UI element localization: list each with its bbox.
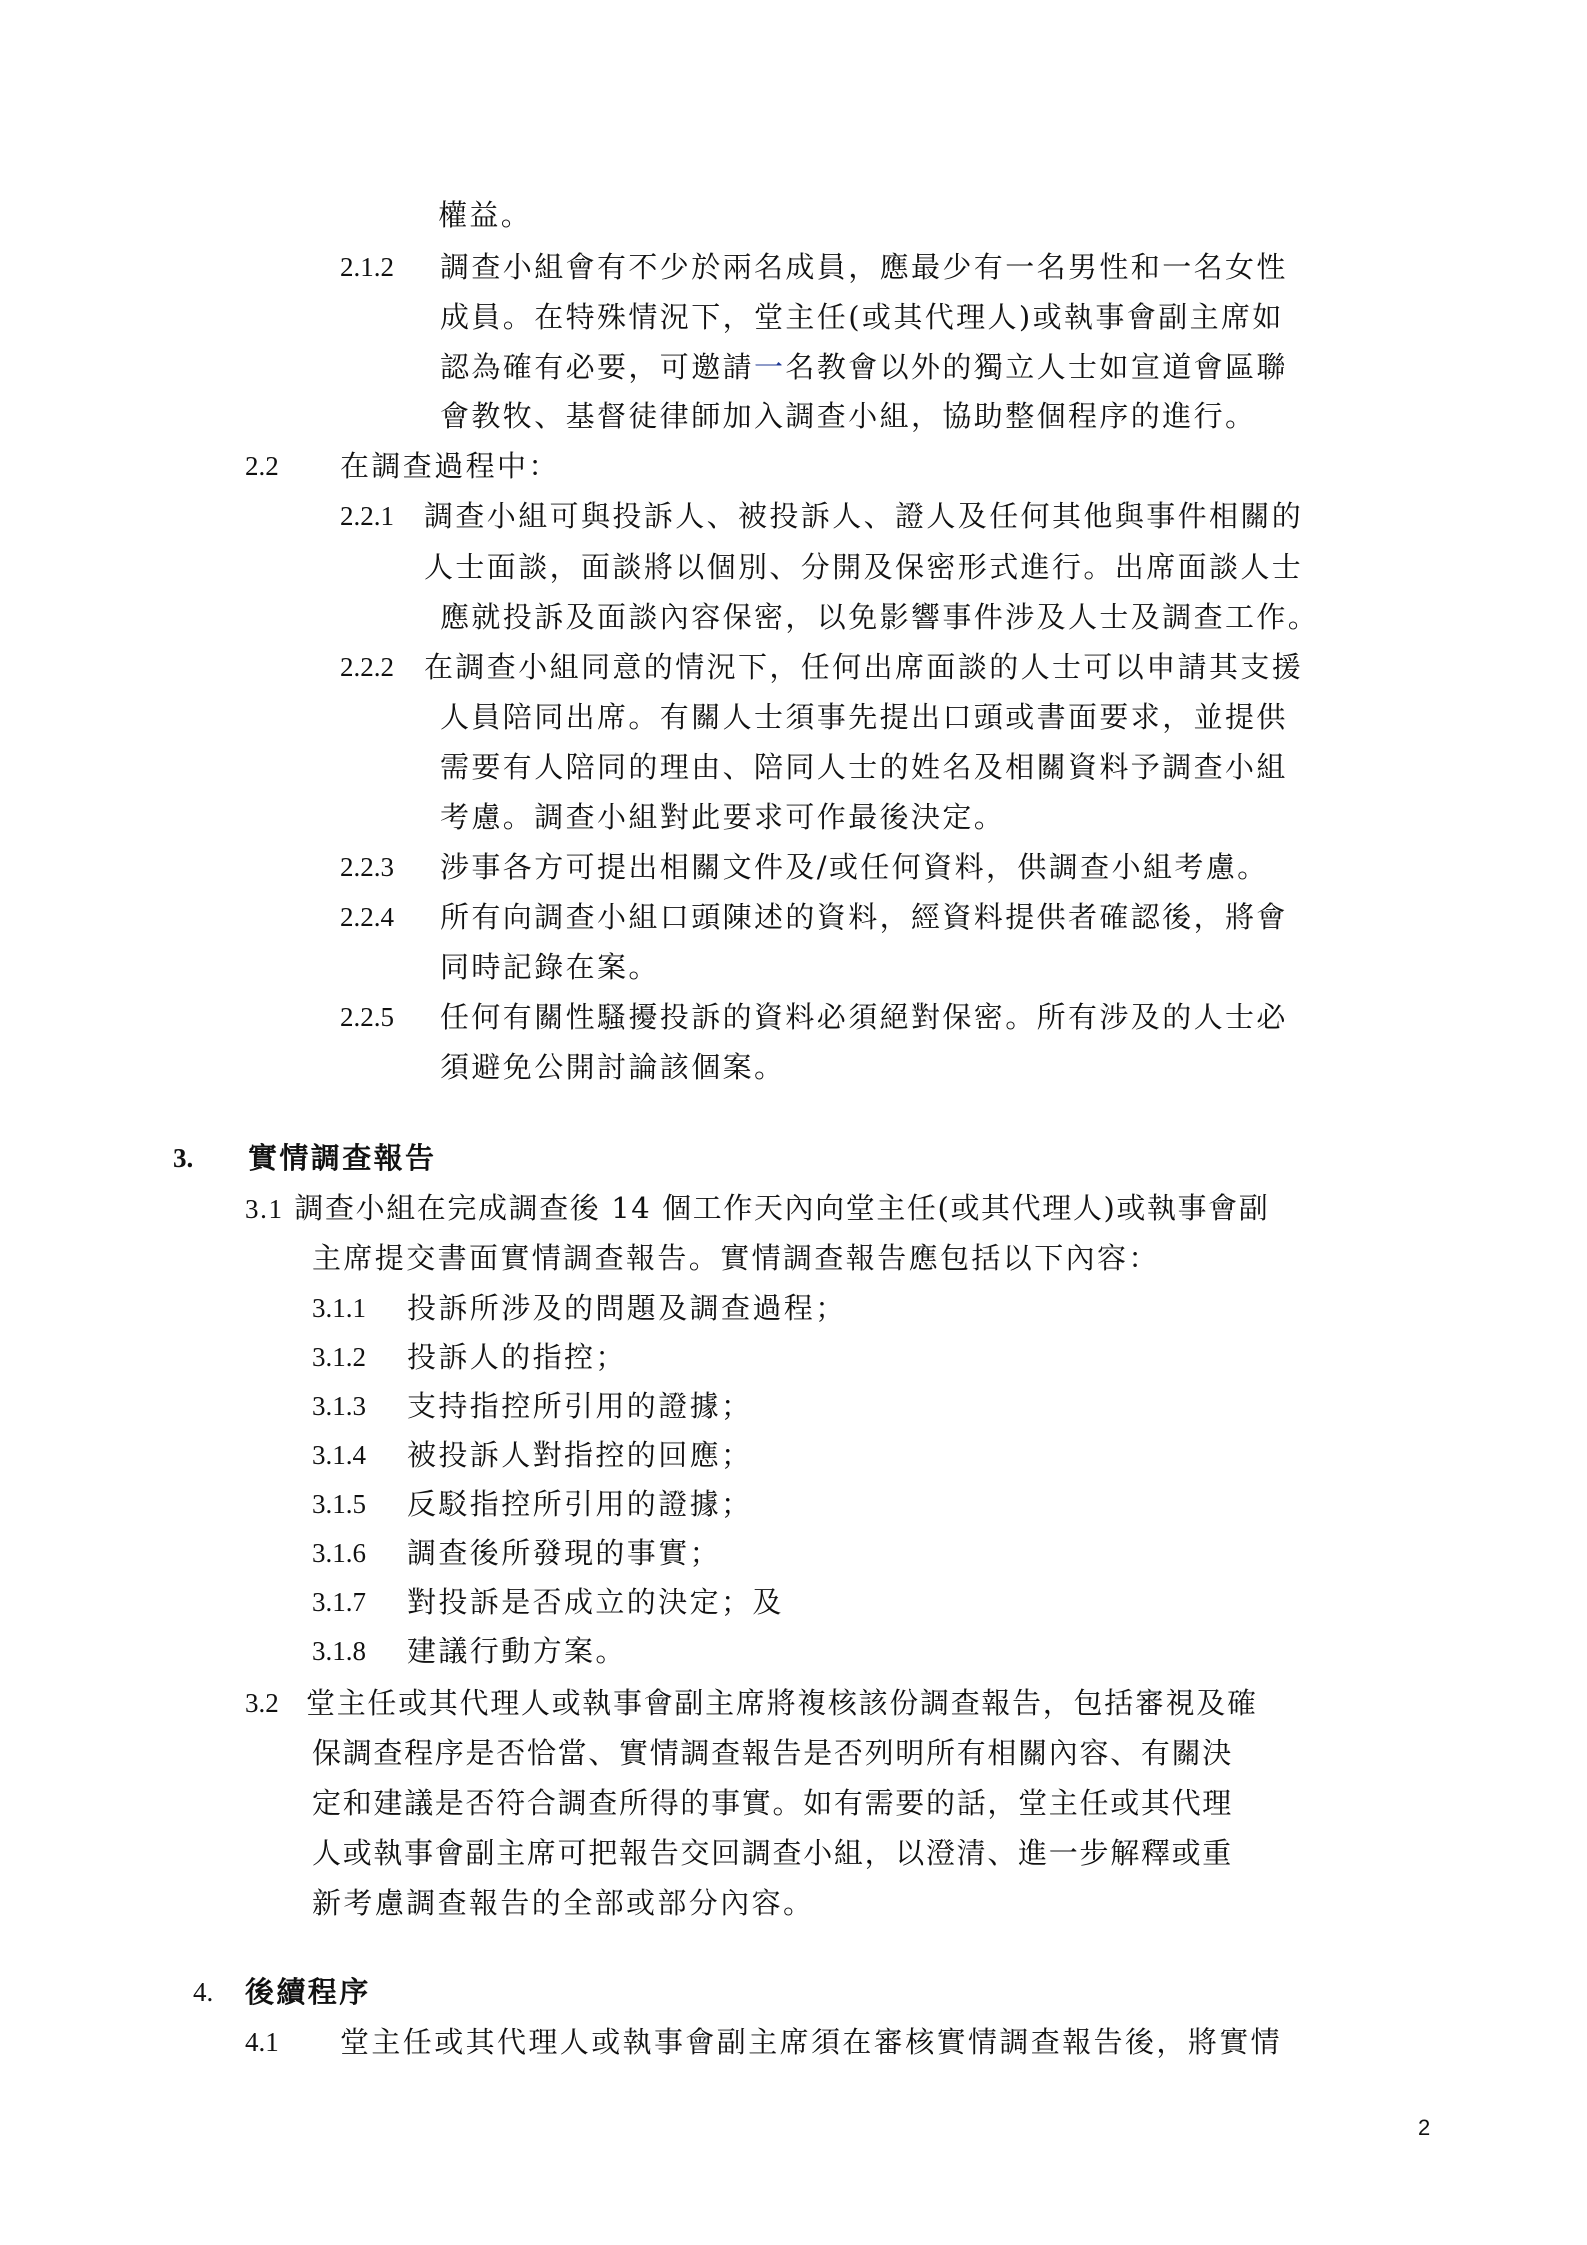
text-line: 所有向調查小組口頭陳述的資料，經資料提供者確認後，將會 (440, 900, 1288, 934)
text-line: 任何有關性騷擾投訴的資料必須絕對保密。所有涉及的人士必 (440, 1000, 1288, 1034)
text-line: 考慮。調查小組對此要求可作最後決定。 (440, 800, 1006, 834)
clause-number: 3.1.3 (312, 1391, 366, 1421)
text-line: 調查小組可與投訴人、被投訴人、證人及任何其他與事件相關的 (424, 499, 1304, 533)
section-number: 4. (193, 1977, 214, 2007)
text-line: 保調查程序是否恰當、實情調查報告是否列明所有相關內容、有關決 (312, 1736, 1234, 1770)
section-number: 3. (173, 1143, 194, 1173)
text-line: 堂主任或其代理人或執事會副主席須在審核實情調查報告後，將實情 (340, 2025, 1283, 2059)
clause-number: 2.2.4 (340, 902, 394, 932)
clause-number: 2.2.5 (340, 1002, 394, 1032)
clause-number: 3.1.1 (312, 1293, 366, 1323)
text-line: 投訴人的指控； (407, 1340, 627, 1374)
page-number: 2 (1418, 2115, 1431, 2140)
text-line: 涉事各方可提出相關文件及/或任何資料，供調查小組考慮。 (440, 850, 1269, 884)
clause-number: 2.2 (245, 451, 279, 481)
text-line: 在調查過程中： (340, 449, 560, 483)
clause-number: 3.1.8 (312, 1636, 366, 1666)
text-line: 支持指控所引用的證據； (407, 1389, 753, 1423)
clause-number: 3.1.6 (312, 1538, 366, 1568)
text-line: 需要有人陪同的理由、陪同人士的姓名及相關資料予調查小組 (440, 750, 1288, 784)
text-line: 人員陪同出席。有關人士須事先提出口頭或書面要求，並提供 (440, 700, 1288, 734)
clause-number: 3.1.5 (312, 1489, 366, 1519)
text-line: 對投訴是否成立的決定；及 (407, 1585, 784, 1619)
text-line: 投訴所涉及的問題及調查過程； (407, 1291, 847, 1325)
text-line: 成員。在特殊情況下，堂主任(或其代理人)或執事會副主席如 (440, 300, 1284, 334)
section-heading: 後續程序 (245, 1975, 371, 2009)
text-line: 反駁指控所引用的證據； (407, 1487, 753, 1521)
text-line: 會教牧、基督徒律師加入調查小組，協助整個程序的進行。 (440, 399, 1257, 433)
text-line: 主席提交書面實情調查報告。實情調查報告應包括以下內容： (312, 1241, 1160, 1275)
text-line: 須避免公開討論該個案。 (440, 1050, 786, 1084)
text-line (440, 347, 1288, 387)
text-line: 被投訴人對指控的回應； (407, 1438, 753, 1472)
clause-number: 2.2.3 (340, 852, 394, 882)
clause-number: 2.2.1 (340, 501, 394, 531)
clause-number: 3.1.2 (312, 1342, 366, 1372)
text-line: 調查後所發現的事實； (407, 1536, 722, 1570)
text-line (245, 1188, 1269, 1229)
clause-number: 4.1 (245, 2027, 279, 2057)
text-line: 人士面談，面談將以個別、分開及保密形式進行。出席面談人士 (424, 550, 1304, 584)
text-segment: 認為確有必要，可邀請 (440, 350, 755, 384)
clause-number: 2.1.2 (340, 252, 394, 282)
text-line: 建議行動方案。 (407, 1634, 627, 1668)
clause-number: 2.2.2 (340, 652, 394, 682)
text-segment: 調查小組在完成調查後 14 個工作天內向堂主任(或其代理人)或執事會副 (294, 1191, 1270, 1225)
text-line: 堂主任或其代理人或執事會副主席將複核該份調查報告，包括審視及確 (306, 1686, 1258, 1720)
clause-number: 3.2 (245, 1688, 279, 1718)
text-line: 在調查小組同意的情況下，任何出席面談的人士可以申請其支援 (424, 650, 1304, 684)
highlighted-character: 一 (754, 350, 786, 384)
text-line: 人或執事會副主席可把報告交回調查小組，以澄清、進一步解釋或重 (312, 1836, 1234, 1870)
text-line: 權益。 (438, 198, 533, 232)
text-line: 定和建議是否符合調查所得的事實。如有需要的話，堂主任或其代理 (312, 1786, 1234, 1820)
text-segment: 名教會以外的獨立人士如宣道會區聯 (785, 350, 1288, 384)
clause-number: 3.1.7 (312, 1587, 366, 1617)
clause-number: 3.1.4 (312, 1440, 366, 1470)
text-line: 同時記錄在案。 (440, 950, 660, 984)
text-line: 應就投訴及面談內容保密，以免影響事件涉及人士及調查工作。 (440, 600, 1320, 634)
text-line: 調查小組會有不少於兩名成員，應最少有一名男性和一名女性 (440, 250, 1288, 284)
section-heading: 實情調查報告 (248, 1141, 437, 1175)
text-line: 新考慮調查報告的全部或部分內容。 (312, 1886, 815, 1920)
clause-number: 3.1 (245, 1194, 284, 1224)
